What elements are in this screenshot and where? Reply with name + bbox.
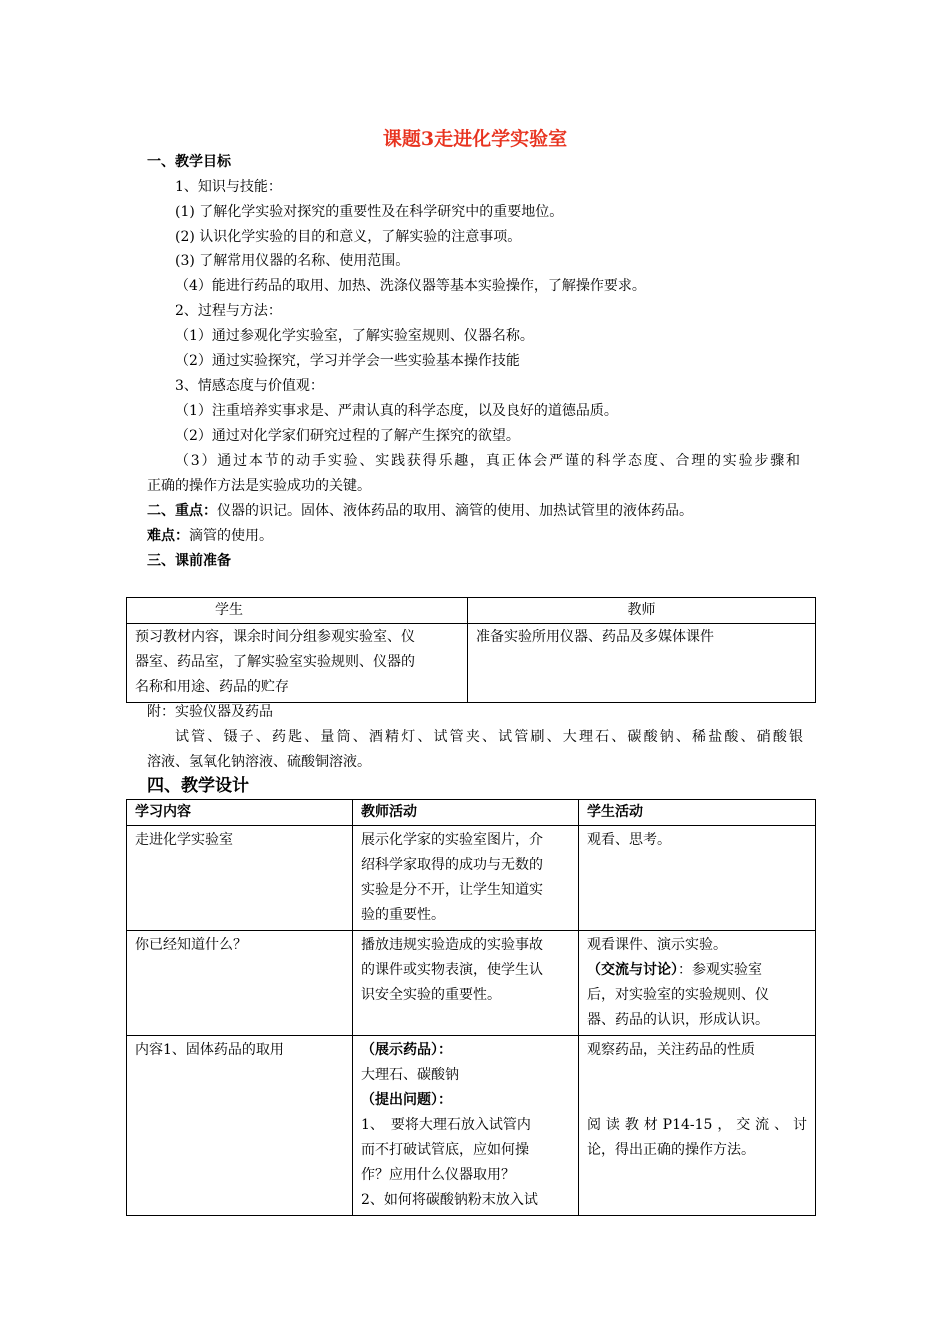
difficult-points-text: 滴管的使用。 xyxy=(189,528,273,544)
teacher-line: 2、如何将碳酸钠粉末放入试 xyxy=(361,1192,538,1208)
objective-line: 1、知识与技能： xyxy=(175,179,282,195)
objective-line: 正确的操作方法是实验成功的关键。 xyxy=(147,478,371,494)
difficult-points-label: 难点： xyxy=(147,528,189,544)
row-student xyxy=(579,931,816,1036)
teacher-line: 展示化学家的实验室图片，介 xyxy=(361,832,543,848)
objective-line: 2、过程与方法： xyxy=(175,303,282,319)
row-content: 你已经知道什么？ xyxy=(127,931,353,1036)
design-header-student: 学生活动 xyxy=(579,800,816,826)
teacher-line: 实验是分不开，让学生知道实 xyxy=(361,882,543,898)
row-content: 走进化学实验室 xyxy=(127,826,353,931)
design-header-content: 学习内容 xyxy=(127,800,353,826)
objective-line: (1) 了解化学实验对探究的重要性及在科学研究中的重要地位。 xyxy=(175,204,564,220)
teacher-line: 播放违规实验造成的实验事故 xyxy=(361,937,543,953)
design-table xyxy=(126,799,816,1216)
show-drugs-label: （展示药品）： xyxy=(361,1042,452,1058)
key-points-text: 仪器的识记。固体、液体药品的取用、滴管的使用、加热试管里的液体药品。 xyxy=(217,503,693,519)
prep-student-line: 名称和用途、药品的贮存 xyxy=(135,679,289,695)
blank-line xyxy=(587,1088,807,1113)
objective-line: （1）注重培养实事求是、严肃认真的科学态度，以及良好的道德品质。 xyxy=(175,403,618,419)
student-line: 后，对实验室的实验规则、仪 xyxy=(587,987,769,1003)
objective-line: （3）通过本节的动手实验、实践获得乐趣，真正体会严谨的科学态度、合理的实验步骤和 xyxy=(175,453,800,469)
prep-header-student: 学生 xyxy=(127,598,468,624)
student-line: 器、药品的认识，形成认识。 xyxy=(587,1012,769,1028)
row-content: 内容1、固体药品的取用 xyxy=(127,1036,353,1216)
preparation-table xyxy=(126,597,816,703)
objective-line: 3、情感态度与价值观： xyxy=(175,378,324,394)
appendix-line: 试管、镊子、药匙、量筒、酒精灯、试管夹、试管刷、大理石、碳酸钠、稀盐酸、硝酸银 xyxy=(175,729,803,745)
row-student xyxy=(579,1036,816,1216)
student-text: ：参观实验室 xyxy=(678,962,762,978)
prep-student-line: 器室、药品室，了解实验室实验规则、仪器的 xyxy=(135,654,415,670)
teacher-line: 的课件或实物表演，使学生认 xyxy=(361,962,543,978)
page-title: 课题3走进化学实验室 xyxy=(382,128,568,150)
row-teacher xyxy=(353,826,579,931)
objective-line: （2）通过实验探究，学习并学会一些实验基本操作技能 xyxy=(175,353,520,369)
design-header-teacher: 教师活动 xyxy=(353,800,579,826)
objective-line: （1）通过参观化学实验室，了解实验室规则、仪器名称。 xyxy=(175,328,534,344)
teacher-line: 验的重要性。 xyxy=(361,907,445,923)
table-row xyxy=(127,1036,816,1216)
teacher-line: 大理石、碳酸钠 xyxy=(361,1067,459,1083)
row-student xyxy=(579,826,816,931)
teacher-line: 而不打破试管底，应如何操 xyxy=(361,1142,529,1158)
difficult-points xyxy=(147,526,273,546)
blank-line xyxy=(587,1063,807,1088)
student-line: 阅读教材P14-15，交流、讨 xyxy=(587,1117,807,1133)
prep-teacher-cell: 准备实验所用仪器、药品及多媒体课件 xyxy=(468,624,816,703)
teacher-line: 绍科学家取得的成功与无数的 xyxy=(361,857,543,873)
prep-student-cell xyxy=(127,624,468,703)
key-points-label: 二、重点： xyxy=(147,503,217,519)
appendix-label: 附：实验仪器及药品 xyxy=(147,704,273,720)
key-points xyxy=(147,501,693,521)
teacher-line: 1、 要将大理石放入试管内 xyxy=(361,1117,531,1133)
prep-student-line: 预习教材内容，课余时间分组参观实验室、仪 xyxy=(135,629,415,645)
section-heading-objectives: 一、教学目标 xyxy=(147,154,231,170)
objective-line: (3) 了解常用仪器的名称、使用范围。 xyxy=(175,253,410,269)
table-row xyxy=(127,826,816,931)
teacher-line: 作？应用什么仪器取用？ xyxy=(361,1167,515,1183)
appendix-line: 溶液、氢氧化钠溶液、硫酸铜溶液。 xyxy=(147,754,371,770)
prep-header-teacher: 教师 xyxy=(468,598,816,624)
ask-question-label: （提出问题）： xyxy=(361,1092,452,1108)
table-row xyxy=(127,931,816,1036)
discussion-label: （交流与讨论） xyxy=(587,962,678,978)
row-teacher xyxy=(353,1036,579,1216)
row-teacher xyxy=(353,931,579,1036)
objective-line: (2) 认识化学实验的目的和意义，了解实验的注意事项。 xyxy=(175,229,522,245)
teacher-line: 识安全实验的重要性。 xyxy=(361,987,501,1003)
student-line: 观看、思考。 xyxy=(587,832,671,848)
objective-line: （4）能进行药品的取用、加热、洗涤仪器等基本实验操作，了解操作要求。 xyxy=(175,278,646,294)
student-line: 观看课件、演示实验。 xyxy=(587,937,727,953)
objective-line: （2）通过对化学家们研究过程的了解产生探究的欲望。 xyxy=(175,428,520,444)
student-line: 论，得出正确的操作方法。 xyxy=(587,1142,755,1158)
section-heading-design: 四、教学设计 xyxy=(147,776,249,796)
student-line xyxy=(587,958,807,983)
section-heading-preparation: 三、课前准备 xyxy=(147,553,231,569)
student-line: 观察药品，关注药品的性质 xyxy=(587,1042,755,1058)
